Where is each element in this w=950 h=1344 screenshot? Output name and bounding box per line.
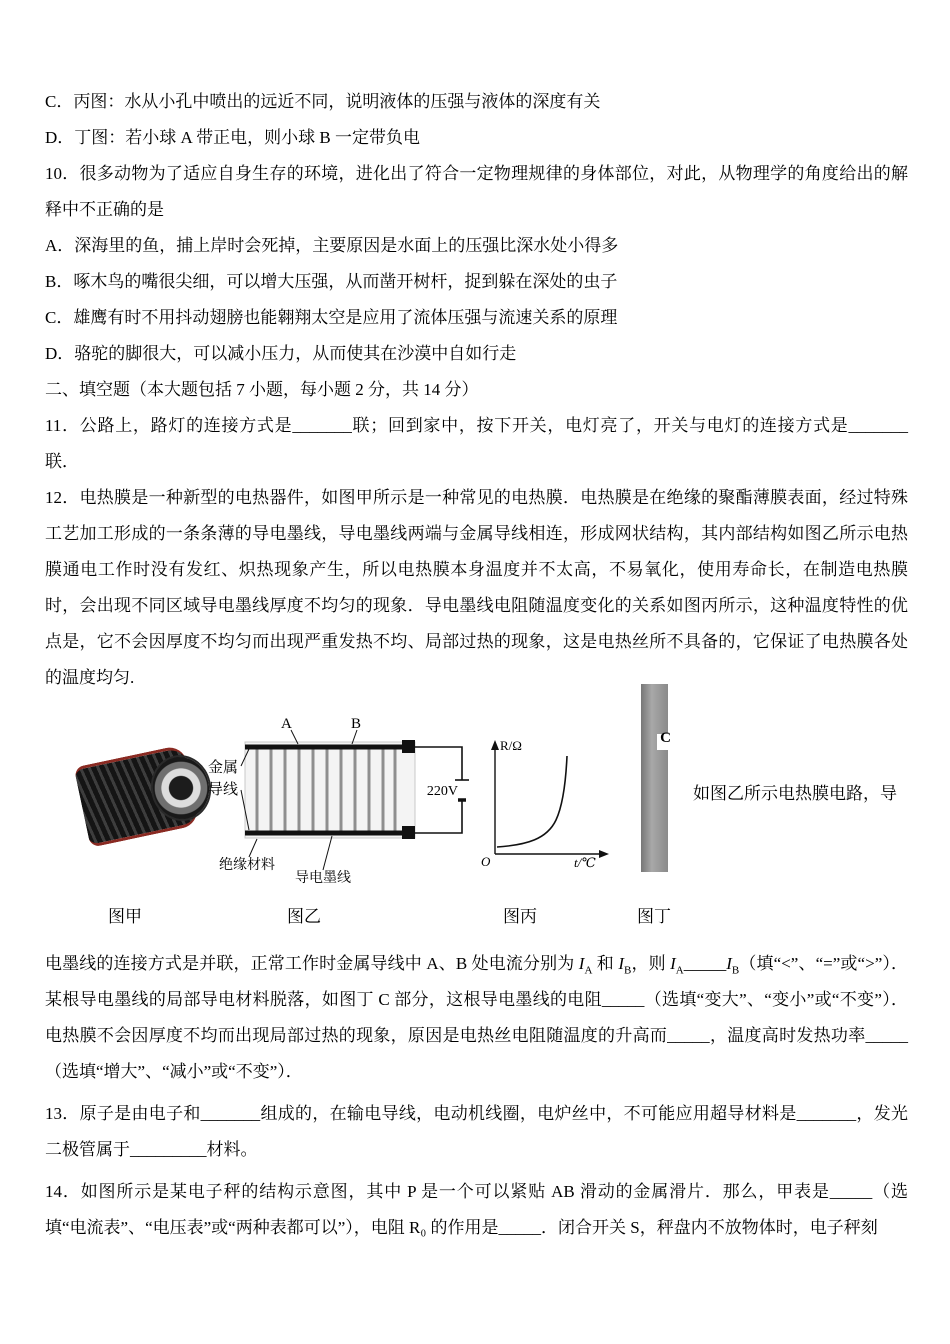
y-axis-label: R/Ω [500,738,522,753]
text-segment: ，则 [631,954,671,973]
q10-option-c: C．雄鹰有时不用抖动翅膀也能翱翔太空是应用了流体压强与流速关系的原理 [45,308,618,327]
caption-figure-ding: 图丁 [637,907,671,926]
caption-figure-bing: 图丙 [503,907,537,926]
figure-row [45,696,908,946]
y-axis-arrow [491,740,499,750]
resistance-curve [497,756,567,847]
q10-stem: 10．很多动物为了适应自身生存的环境，进化出了符合一定物理规律的身体部位，对此，从物理学的角度给出的解释中不正确的是 [45,164,908,219]
subscript-b: B [623,964,632,977]
wire-label-b: B [351,716,362,732]
label-c: C [660,730,671,746]
wire-label-a: A [281,716,292,732]
current-symbol: I [578,954,585,973]
section-heading: 二、填空题（本大题包括 7 小题，每小题 2 分，共 14 分） [45,380,479,399]
text-segment: 和 [592,954,619,973]
q10-option-d: D．骆驼的脚很大，可以减小压力，从而使其在沙漠中自如行走 [45,344,517,363]
q11: 11．公路上，路灯的连接方式是_______联；回到家中，按下开关，电灯亮了，开关与电灯的连接方式是_______联． [45,416,908,471]
subscript-b: B [731,964,740,977]
subscript-a: A [675,964,684,977]
caption-figure-jia: 图甲 [108,907,142,926]
voltage-label: 220V [426,784,458,799]
subscript-a: A [584,964,593,977]
q10-option-a: A．深海里的鱼，捕上岸时会死掉，主要原因是水面上的压强比深水处小得多 [45,236,619,255]
top-terminal [402,740,415,753]
current-symbol: I [726,954,732,973]
metal-wire-label-2: 导线 [208,782,239,798]
q14: 14．如图所示是某电子秤的结构示意图，其中 P 是一个可以紧贴 AB 滑动的金属滑片．那么，甲表是_____（选填“电流表”、“电压表”或“两种表都可以”），电阻 R₀ 的作用是_____．闭合开关 S，秤盘内不放物体时，电子秤刻 [45,1182,909,1237]
x-axis-label: t/℃ [574,855,596,870]
axes [495,746,603,854]
ink-line-label: 导电墨线 [295,871,351,886]
current-symbol: I [618,954,624,973]
bottom-terminal [402,826,415,839]
text-segment: 电墨线的连接方式是并联，正常工作时金属导线中 A、B 处电流分别为 [45,954,579,973]
current-symbol: I [670,954,676,973]
q12-continuation [45,946,908,1090]
text-segment: （填“<”、“=”或“>”）．某根导电墨线的局部导电材料脱落，如图丁 C 部分，这根导电墨线的电阻_____（选填“变大”、“变小”或“不变”）．电热膜不会因厚度不均而出现局部过热的现象，原因是电热丝电阻随温度的升高而_____，温度高时发热功率_____（选填“增大”、“减小”或“不变”）． [45,954,909,1081]
caption-figure-yi: 图乙 [287,907,321,926]
q13: 13．原子是由电子和_______组成的，在输电导线，电动机线圈，电炉丝中，不可能应用超导材料是_______，发光二极管属于_________材料。 [45,1104,908,1159]
q10-option-b: B．啄木鸟的嘴很尖细，可以增大压强，从而凿开树杆，捉到躲在深处的虫子 [45,272,618,291]
ink-line-strip [641,684,671,872]
heating-film-photo [81,731,213,853]
x-axis-arrow [599,850,609,858]
q9-option-c: C．丙图：水从小孔中喷出的远近不同，说明液体的压强与液体的深度有关 [45,92,601,111]
film-structure-diagram [205,716,475,901]
q12-side-text: 如图乙所示电热膜电路，导 [693,784,897,803]
metal-wire-label-1: 金属 [208,760,239,776]
q9-option-d: D．丁图：若小球 A 带正电，则小球 B 一定带负电 [45,128,420,147]
insulation-label: 绝缘材料 [219,858,275,873]
resistance-temperature-graph [477,736,612,871]
q12-intro: 12．电热膜是一种新型的电热器件，如图甲所示是一种常见的电热膜．电热膜是在绝缘的聚酯薄膜表面，经过特殊工艺加工形成的一条条薄的导电墨线，导电墨线两端与金属导线相连，形成网状结构，其内部结构如图乙所示电热膜通电工作时没有发红、炽热现象产生，所以电热膜本身温度并不太高，不易氧化，使用寿命长，在制造电热膜时，会出现不同区域导电墨线厚度不均匀的现象．导电墨线电阻随温度变化的关系如图丙所示，这种温度特性的优点是，它不会因厚度不均匀而出现严重发热不均、局部过热的现象，这是电热丝所不具备的，它保证了电热膜各处的温度均匀. [45,488,908,687]
fill-blank: _____ [683,954,727,973]
page-content [45,84,908,1246]
origin-label: O [481,854,491,869]
